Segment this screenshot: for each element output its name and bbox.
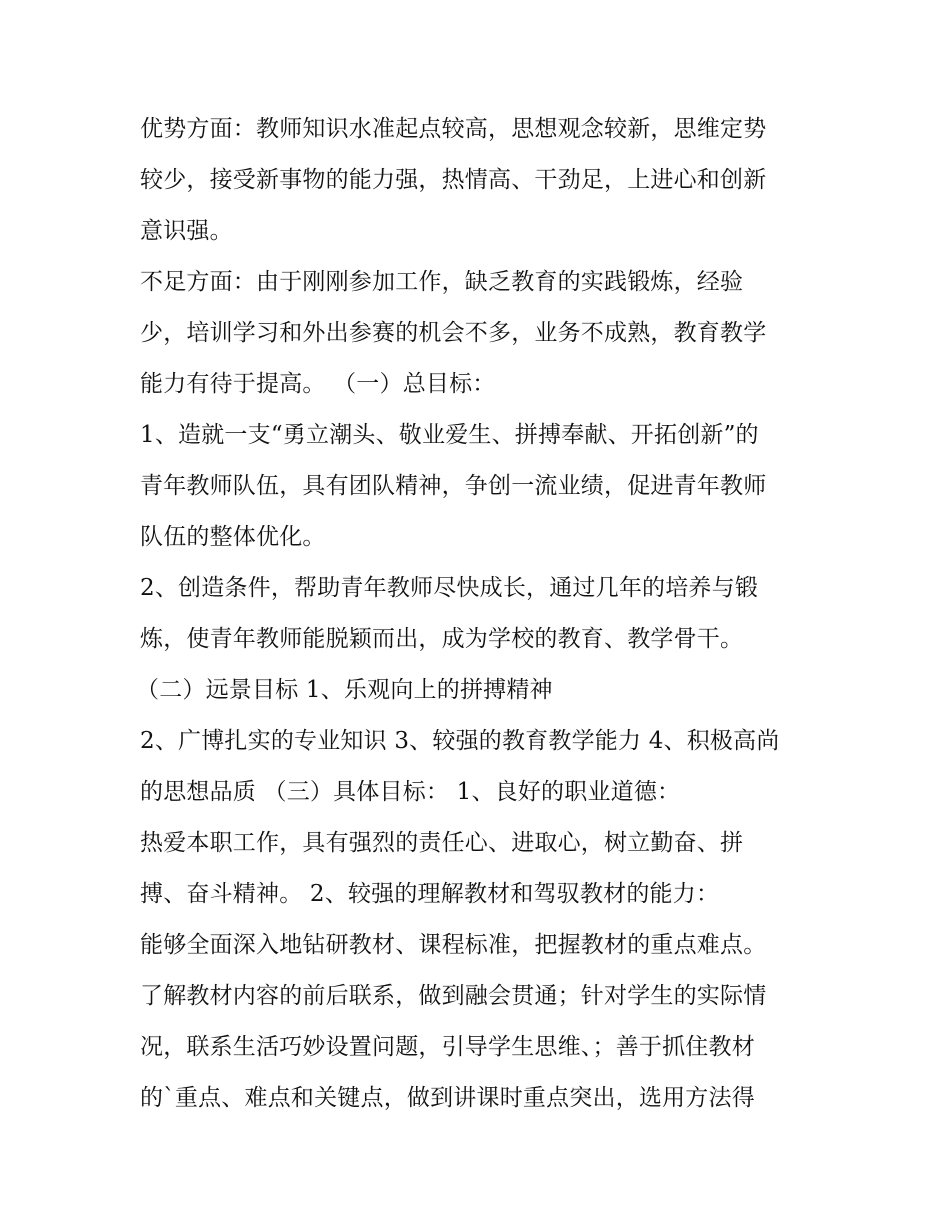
text-line: 炼，使青年教师能脱颖而出，成为学校的教育、教学骨干。 (140, 626, 744, 652)
text-line: 青年教师队伍，具有团队精神，争创一流业绩，促进青年教师 (140, 473, 767, 499)
text-line: 能够全面深入地钻研教材、课程标准，把握教材的重点难点。 (140, 932, 767, 958)
text-line: 搏、奋斗精神。 2、较强的理解教材和驾驭教材的能力： (140, 881, 720, 907)
text-line: 的`重点、难点和关键点，做到讲课时重点突出，选用方法得 (140, 1085, 755, 1111)
text-line: 况，联系生活巧妙设置问题，引导学生思维、；善于抓住教材 (140, 1034, 755, 1060)
text-line: 较少，接受新事物的能力强，热情高、干劲足，上进心和创新 (140, 167, 767, 193)
text-line: （二）远景目标 1、乐观向上的拼搏精神 (136, 677, 553, 703)
text-line: 不足方面：由于刚刚参加工作，缺乏教育的实践锻炼，经验 (140, 269, 744, 295)
document-body (136, 104, 820, 1124)
text-line: 优势方面：教师知识水准起点较高，思想观念较新，思维定势 (140, 116, 767, 142)
text-line: 少，培训学习和外出参赛的机会不多，业务不成熟，教育教学 (140, 320, 767, 346)
text-line: 队伍的整体优化。 (140, 524, 326, 550)
text-line: 的思想品质 （三）具体目标： 1、良好的职业道德： (140, 779, 681, 805)
text-line: 2、广博扎实的专业知识 3、较强的教育教学能力 4、积极高尚 (140, 728, 780, 754)
text-line: 1、造就一支“勇立潮头、敬业爱生、拼搏奉献、开拓创新”的 (140, 422, 759, 448)
text-line: 意识强。 (140, 218, 233, 244)
text-line: 2、创造条件，帮助青年教师尽快成长，通过几年的培养与锻 (140, 575, 759, 601)
text-line: 热爱本职工作，具有强烈的责任心、进取心，树立勤奋、拼 (140, 830, 744, 856)
text-line: 了解教材内容的前后联系，做到融会贯通；针对学生的实际情 (140, 983, 767, 1009)
text-line: 能力有待于提高。 （一）总目标： (140, 371, 496, 397)
